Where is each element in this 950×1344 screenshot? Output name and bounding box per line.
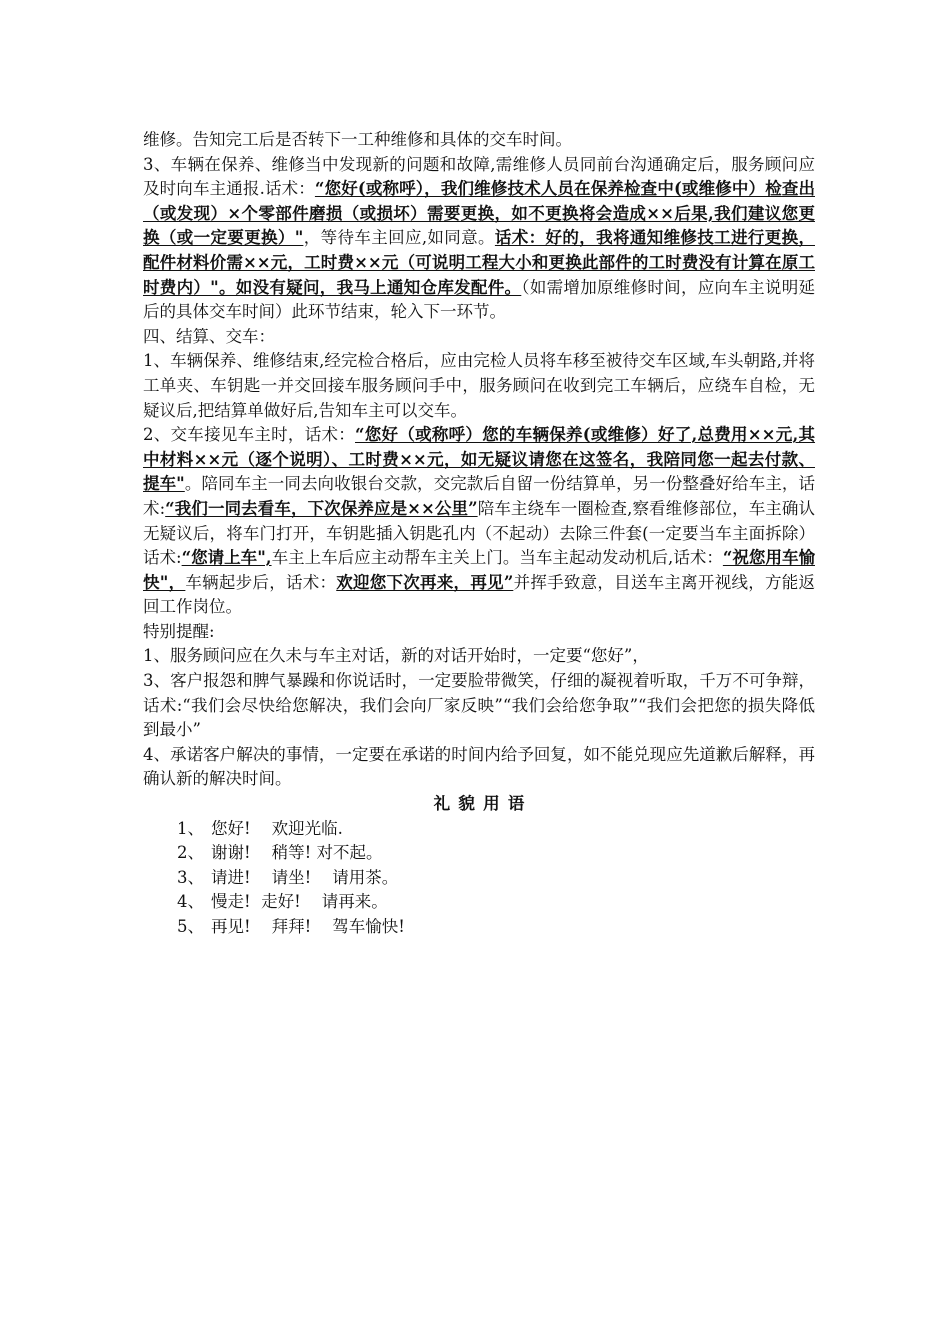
- paragraph-2: [143, 153, 815, 325]
- list-item: [177, 841, 815, 866]
- list-text: 慢走! 走好! 请再来。: [211, 892, 388, 912]
- reminder-item-1: 1、服务顾问应在久未与车主对话，新的对话开始时，一定要“您好”，: [143, 646, 649, 666]
- text-segment: 3、车辆在保养、维修当中发现新的问题和故障,需维修人员同前台沟通确定后，服务顾问应及时向车主通报.话术：: [143, 154, 815, 199]
- script-emphasis: “祝您用车愉快"，: [143, 548, 815, 592]
- text-segment: 陪车主绕车一圈检查,察看维修部位，车主确认无疑议后，将车门打开，车钥匙插入钥匙孔内（不起动）去除三件套(一定要当车主面拆除）话术:: [143, 498, 815, 568]
- script-emphasis: 话术：好的，我将通知维修技工进行更换，配件材料价需××元，工时费××元（可说明工程大小和更换此部件的工时费没有计算在原工时费内）"。如没有疑问，我马上通知仓库发配件。: [143, 228, 815, 297]
- list-number: 1、: [177, 818, 204, 838]
- script-emphasis: 欢迎您下次再来，再见”: [336, 572, 514, 592]
- list-text: 再见! 拜拜! 驾车愉快!: [211, 917, 405, 936]
- polite-phrases-title: 礼貌用语: [433, 794, 533, 814]
- section-heading-settlement: 四、结算、交车：: [143, 326, 275, 346]
- list-item: [177, 866, 815, 891]
- list-number: 4、: [177, 892, 204, 912]
- script-emphasis: “您好（或称呼）您的车辆保养(或维修）好了,总费用××元,其中材料××元（逐个说明）、工时费××元，如无疑议请您在这签名，我陪同您一起去付款、提车": [143, 425, 816, 494]
- text-segment: （如需增加原维修时间，应向车主说明延后的具体交车时间）此环节结束，轮入下一环节。: [143, 277, 815, 322]
- paragraph-5: [143, 423, 815, 620]
- paragraph-1: 维修。告知完工后是否转下一工种维修和具体的交车时间。: [143, 130, 572, 149]
- text-segment: 2、交车接见车主时，话术：: [143, 425, 356, 445]
- text-segment: 车主上车后应主动帮车主关上门。当车主起动发动机后,话术：: [271, 548, 723, 568]
- script-emphasis: “您好(或称呼），我们维修技术人员在保养检查中(或维修中）检查出（或发现）×个零部件磨损（或损坏）需要更换，如不更换将会造成××后果,我们建议您更换（或一定要更换）": [143, 179, 815, 248]
- list-text: 您好! 欢迎光临.: [211, 818, 343, 838]
- list-item: [177, 890, 815, 915]
- list-number: 5、: [177, 917, 204, 936]
- document-page: [143, 128, 815, 940]
- text-segment: 车辆起步后，话术：: [185, 572, 337, 592]
- list-item: [177, 915, 815, 940]
- list-item: [177, 817, 815, 842]
- paragraph-4: 1、车辆保养、维修结束,经完检合格后，应由完检人员将车移至被待交车区域,车头朝路,并将工单夹、车钥匙一并交回接车服务顾问手中，服务顾问在收到完工车辆后，应绕车自检，无疑议后,把结算单做好后,告知车主可以交车。: [143, 351, 815, 420]
- text-segment: 。陪同车主一同去向收银台交款，交完款后自留一份结算单，另一份整叠好给车主，话术:: [143, 474, 816, 518]
- list-text: 谢谢! 稍等! 对不起。: [211, 843, 383, 863]
- reminder-item-3: 3、客户报怨和脾气暴躁和你说话时，一定要脸带微笑，仔细的凝视着听取，千万不可争辩，话术:“我们会尽快给您解决，我们会向厂家反映”“我们会给您争取”“我们会把您的损失降低到最小”: [143, 671, 815, 740]
- script-emphasis: “我们一同去看车，下次保养应是××公里”: [165, 498, 478, 518]
- special-reminder-heading: 特别提醒:: [143, 621, 215, 641]
- reminder-item-4: 4、承诺客户解决的事情，一定要在承诺的时间内给予回复，如不能兑现应先道歉后解释，再确认新的解决时间。: [143, 744, 815, 789]
- text-segment: 并挥手致意，目送车主离开视线，方能返回工作岗位。: [143, 572, 816, 617]
- list-number: 2、: [177, 843, 204, 863]
- list-text: 请进! 请坐! 请用茶。: [211, 867, 399, 887]
- script-emphasis: “您请上车",: [181, 548, 272, 568]
- polite-phrases-list: [143, 817, 815, 940]
- list-number: 3、: [177, 867, 204, 887]
- text-segment: ，等待车主回应,如同意。: [303, 228, 495, 248]
